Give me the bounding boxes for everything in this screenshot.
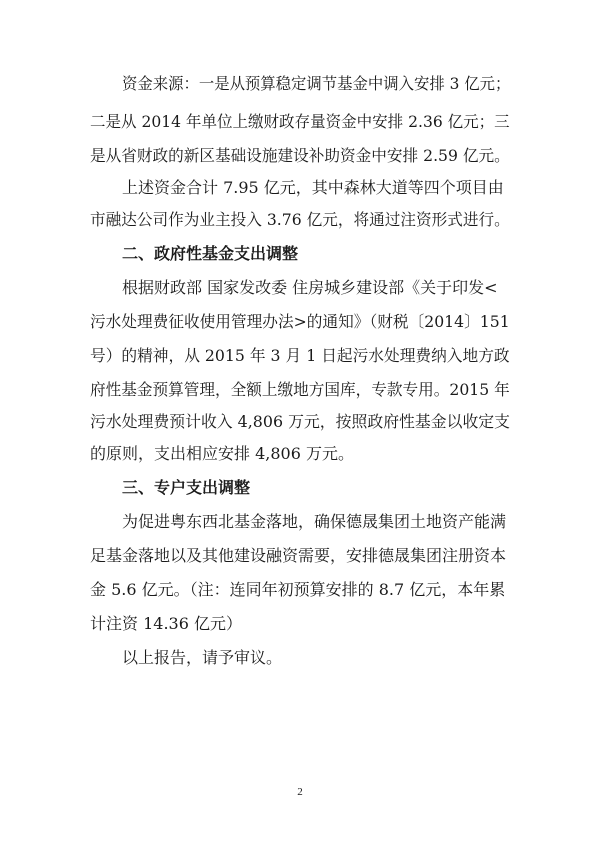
text-line: 的原则，支出相应安排 4,806 万元。 bbox=[90, 444, 354, 463]
text-line: 上述资金合计 7.95 亿元，其中森林大道等四个项目由 bbox=[122, 178, 504, 197]
text-line: 号）的精神，从 2015 年 3 月 1 日起污水处理费纳入地方政 bbox=[90, 346, 510, 365]
text-line: 污水处理费预计收入 4,806 万元，按照政府性基金以收定支 bbox=[90, 412, 510, 431]
section-heading: 二、政府性基金支出调整 bbox=[122, 244, 299, 263]
text-line: 二是从 2014 年单位上缴财政存量资金中安排 2.36 亿元；三 bbox=[90, 112, 510, 131]
text-line: 污水处理费征收使用管理办法>的通知》（财税〔2014〕151 bbox=[90, 312, 510, 331]
section-heading: 三、专户支出调整 bbox=[122, 478, 251, 497]
text-line: 府性基金预算管理，全额上缴地方国库，专款专用。2015 年 bbox=[90, 380, 510, 399]
text-line: 市融达公司作为业主投入 3.76 亿元，将通过注资形式进行。 bbox=[90, 210, 510, 229]
text-line: 为促进粤东西北基金落地，确保德晟集团土地资产能满 bbox=[122, 512, 507, 531]
text-line: 资金来源：一是从预算稳定调节基金中调入安排 3 亿元； bbox=[122, 74, 511, 93]
text-line: 计注资 14.36 亿元） bbox=[90, 614, 242, 633]
closing-remark: 以上报告，请予审议。 bbox=[122, 648, 283, 667]
text-line: 金 5.6 亿元。（注：连同年初预算安排的 8.7 亿元，本年累 bbox=[90, 580, 506, 599]
text-line: 足基金落地以及其他建设融资需要，安排德晟集团注册资本 bbox=[90, 546, 507, 565]
page-number: 2 bbox=[297, 786, 303, 798]
text-line: 是从省财政的新区基础设施建设补助资金中安排 2.59 亿元。 bbox=[90, 146, 510, 165]
text-line: 根据财政部 国家发改委 住房城乡建设部《关于印发< bbox=[122, 278, 498, 297]
